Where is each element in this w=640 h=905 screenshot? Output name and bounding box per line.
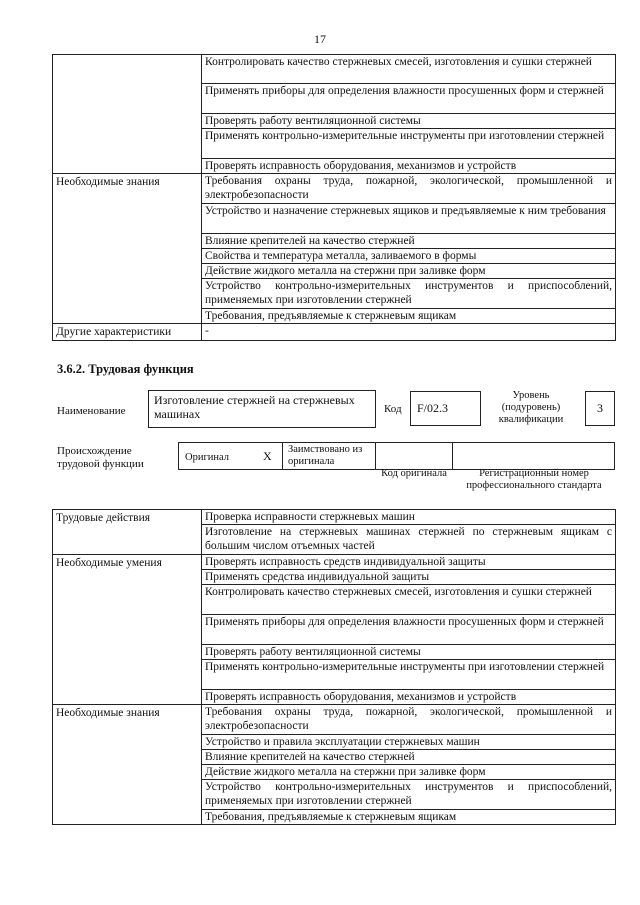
code-original-caption: Код оригинала [381, 468, 447, 479]
code-value: F/02.3 [410, 391, 481, 426]
table-cell: Устройство контрольно-измерительных инструментов и приспособлений, применяемых при изготовлении стержней [202, 279, 616, 309]
table-cell: Проверять работу вентиляционной системы [202, 114, 616, 129]
table-cell: Требования, предъявляемые к стержневым ящикам [202, 810, 616, 825]
table-cell: Действие жидкого металла на стержни при заливке форм [202, 264, 616, 279]
code-label: Код [384, 403, 402, 415]
table-cell: Контролировать качество стержневых смесей, изготовления и сушки стержней [202, 585, 616, 615]
name-label: Наименование [57, 405, 126, 417]
page-number: 17 [314, 32, 326, 46]
level-value: 3 [585, 391, 615, 426]
table-cell: - [202, 324, 616, 341]
table-cell: Контролировать качество стержневых смесей, изготовления и сушки стержней [202, 55, 616, 84]
table-cell: Проверять исправность оборудования, механизмов и устройств [202, 159, 616, 174]
table-cell: Требования охраны труда, пожарной, экологической, промышленной и электробезопасности [202, 174, 616, 204]
row-label: Трудовые действия [53, 510, 202, 555]
table-cell: Требования, предъявляемые к стержневым ящикам [202, 309, 616, 324]
reg-number-cell [452, 442, 615, 470]
table-cell: Устройство контрольно-измерительных инструментов и приспособлений, применяемых при изготовлении стержней [202, 780, 616, 810]
table-cell: Влияние крепителей на качество стержней [202, 750, 616, 765]
bottom-table [52, 509, 616, 825]
row-label [53, 55, 202, 174]
table-cell: Проверять исправность оборудования, механизмов и устройств [202, 690, 616, 705]
original-cell [178, 442, 283, 470]
table-cell: Применять приборы для определения влажности просушенных форм и стержней [202, 84, 616, 114]
top-table [52, 54, 616, 341]
table-cell: Проверка исправности стержневых машин [202, 510, 616, 525]
table-cell: Применять приборы для определения влажности просушенных форм и стержней [202, 615, 616, 645]
level-label: Уровень (подуровень) квалификации [498, 390, 564, 425]
table-cell: Влияние крепителей на качество стержней [202, 234, 616, 249]
table-cell: Проверять работу вентиляционной системы [202, 645, 616, 660]
row-label: Необходимые знания [53, 705, 202, 825]
borrowed-label: Заимствовано из оригинала [282, 442, 376, 470]
table-cell: Устройство и правила эксплуатации стержневых машин [202, 735, 616, 750]
original-label: Оригинал [185, 452, 229, 463]
table-cell: Действие жидкого металла на стержни при заливке форм [202, 765, 616, 780]
table-cell: Свойства и температура металла, заливаемого в формы [202, 249, 616, 264]
table-cell: Применять средства индивидуальной защиты [202, 570, 616, 585]
table-cell: Применять контрольно-измерительные инструменты при изготовлении стержней [202, 129, 616, 159]
row-label: Необходимые умения [53, 555, 202, 705]
section-title: 3.6.2. Трудовая функция [57, 362, 194, 376]
table-cell: Проверять исправность средств индивидуальной защиты [202, 555, 616, 570]
row-label: Необходимые знания [53, 174, 202, 324]
original-mark: X [263, 449, 272, 463]
table-cell: Требования охраны труда, пожарной, экологической, промышленной и электробезопасности [202, 705, 616, 735]
table-cell: Применять контрольно-измерительные инструменты при изготовлении стержней [202, 660, 616, 690]
name-value: Изготовление стержней на стержневых машинах [148, 390, 376, 428]
code-original-cell [375, 442, 453, 470]
origin-label: Происхождение трудовой функции [57, 445, 144, 470]
reg-number-caption: Регистрационный номер профессионального стандарта [466, 468, 602, 491]
row-label: Другие характеристики [53, 324, 202, 341]
table-cell: Устройство и назначение стержневых ящиков и предъявляемые к ним требования [202, 204, 616, 234]
table-cell: Изготовление на стержневых машинах стержней по стержневым ящикам с большим числом отъемных частей [202, 525, 616, 555]
